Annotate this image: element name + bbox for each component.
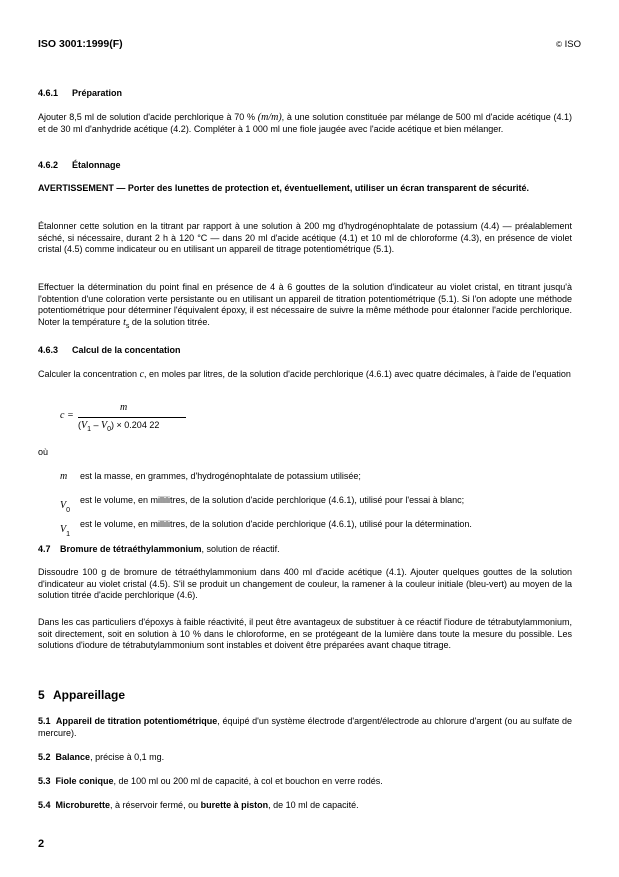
text-run: Calculer la concentration <box>38 369 138 379</box>
paragraph-preparation <box>38 112 572 135</box>
heading-title: Appareillage <box>53 688 126 702</box>
concentration-symbol: c <box>139 369 145 380</box>
symbol: V <box>60 500 67 511</box>
temperature-subscript: s <box>125 322 130 330</box>
item-5-3 <box>38 776 572 788</box>
page-number: 2 <box>38 838 45 850</box>
equation-denominator <box>78 420 159 433</box>
symbol: V <box>60 524 67 535</box>
item-text: , précise à 0,1 mg. <box>90 752 165 762</box>
item-5-1 <box>38 716 572 739</box>
paragraph-calibration-1: Étalonner cette solution en la titrant par rapport à une solution à 200 mg d'hydrogénophtalate de potassium (4.4) — préalablement séché, si nécessaire, durant 2 h à 120 °C — dans 20 ml d'acide acétique (4.1) et 10 ml de chloroforme (4.3), en présence de violet cristal (4.5) comme indicateur ou en utilisant un appareil de titrage potentiométrique (5.1). <box>38 221 572 255</box>
heading-title: Bromure de tétraéthylammonium <box>60 544 202 554</box>
item-term-2: burette à piston <box>200 800 269 810</box>
definition-symbol <box>60 519 70 538</box>
text-run: de la solution titrée. <box>131 316 210 327</box>
item-5-2 <box>38 752 572 764</box>
definition-symbol: m <box>60 471 68 482</box>
item-number: 5.1 <box>38 716 51 726</box>
item-text: , à réservoir fermé, ou <box>110 800 201 810</box>
paragraph-reagent-2: Dans les cas particuliers d'époxys à faible réactivité, il peut être avantageux de substituer à ce réactif l'iodure de tétrabutylammonium, soit directement, soit en solution à 10 % dans le chloroforme, en se protégeant de la lumière dans toute la mesure du possible. Les solutions d'iodure de tétrabutylammonium sont instables et doivent être préparées avant chaque titrage. <box>38 617 572 651</box>
heading-number: 4.6.1 <box>38 88 59 98</box>
heading-title: Calcul de la concentation <box>72 345 181 355</box>
paragraph-calculation <box>38 369 572 381</box>
definition-text: est la masse, en grammes, d'hydrogénophtalate de potassium utilisée; <box>80 471 361 481</box>
copyright-icon: © <box>556 40 562 49</box>
heading-number: 4.6.2 <box>38 160 59 170</box>
item-term: Appareil de titration potentiométrique <box>55 716 218 726</box>
definition-text: est le volume, en millilitres, de la solution d'acide perchlorique (4.6.1), utilisé pour l'essai à blanc; <box>80 495 465 505</box>
paren: ( <box>78 420 81 430</box>
text-run: Effectuer la détermination du point final en présence de 4 à 6 gouttes de la solution d'indicateur au violet cristal, en titrant jusqu'à l'obtention d'une coloration verte persistante ou en utilisant un appareil de titration potentiométrique (5.1). Si l'on adopte une méthode potentiométrique pour déterminer l'équivalent époxy, il est nécessaire de suivre la même méthode pour étalonner l'acide perchlorique. Noter la température <box>38 282 572 327</box>
heading-5 <box>38 688 125 702</box>
item-text: , équipé d'un système électrode d'argent/électrode au chlorure d'argent (ou au sulfate de mercure). <box>38 716 572 738</box>
where-label: où <box>38 447 49 457</box>
definition-symbol <box>60 495 70 514</box>
text-run: , à une solution constituée par mélange de 500 ml d'acide acétique (4.1) et de 30 ml d'anhydride acétique (4.2). Compléter à 1 000 ml une fiole jaugée avec l'acide acétique et bien mélanger. <box>38 112 572 134</box>
text-run: ) × 0.204 22 <box>111 420 160 430</box>
item-term: Balance <box>55 752 91 762</box>
equation <box>60 400 220 434</box>
item-text: , de 100 ml ou 200 ml de capacité, à col et bouchon en verre rodés. <box>113 776 383 786</box>
subscript: 0 <box>107 425 112 433</box>
unit-mm: (m/m) <box>257 112 282 123</box>
item-number: 5.4 <box>38 800 51 810</box>
item-text-2: , de 10 ml de capacité. <box>268 800 359 810</box>
heading-title: Préparation <box>72 88 123 98</box>
heading-title: Étalonnage <box>72 160 121 170</box>
paragraph-reagent-1: Dissoudre 100 g de bromure de tétraéthylammonium dans 400 ml d'acide acétique (4.1). Ajouter quelques gouttes de la solution d'indicateur au violet cristal (4.5). S'il se produit un changement de couleur, la ramener à la couleur initiale (bleu-vert) au moyen de la solution titrée d'acide perchlorique (4.6). <box>38 567 572 601</box>
heading-number: 4.7 <box>38 544 51 554</box>
fraction-bar <box>78 417 186 418</box>
volume-symbol: V <box>81 420 88 431</box>
item-term: Microburette <box>55 800 111 810</box>
text-run: Ajouter 8,5 ml de solution d'acide perchlorique à 70 % <box>38 112 256 122</box>
copyright-notice <box>556 39 581 50</box>
minus-sign: – <box>91 420 102 430</box>
heading-number: 4.6.3 <box>38 345 59 355</box>
heading-number: 5 <box>38 688 45 702</box>
item-5-4 <box>38 800 572 812</box>
equation-lhs: c = <box>60 410 74 421</box>
volume-symbol: V <box>101 420 108 431</box>
text-run: , en moles par litres, de la solution d'acide perchlorique (4.6.1) avec quatre décimales, à l'aide de l'equation <box>144 369 571 379</box>
subscript: 1 <box>66 531 71 539</box>
subscript: 1 <box>87 425 92 433</box>
subscript: 0 <box>66 507 71 515</box>
heading-4-6-1 <box>38 88 122 99</box>
warning-paragraph: AVERTISSEMENT — Porter des lunettes de protection et, éventuellement, utiliser un écran transparent de sécurité. <box>38 183 529 193</box>
heading-4-7 <box>38 544 280 555</box>
paragraph-calibration-2 <box>38 282 572 332</box>
document-id: ISO 3001:1999(F) <box>38 38 123 50</box>
heading-4-6-3 <box>38 345 181 356</box>
item-term: Fiole conique <box>55 776 114 786</box>
page-header <box>38 38 581 52</box>
heading-4-6-2 <box>38 160 121 171</box>
temperature-symbol: t <box>123 316 126 328</box>
copyright-owner: ISO <box>564 39 581 50</box>
item-number: 5.2 <box>38 752 51 762</box>
definition-text: est le volume, en millilitres, de la solution d'acide perchlorique (4.6.1), utilisé pour la détermination. <box>80 519 472 529</box>
heading-suffix: , solution de réactif. <box>201 544 280 554</box>
item-number: 5.3 <box>38 776 51 786</box>
equation-numerator: m <box>120 402 128 413</box>
